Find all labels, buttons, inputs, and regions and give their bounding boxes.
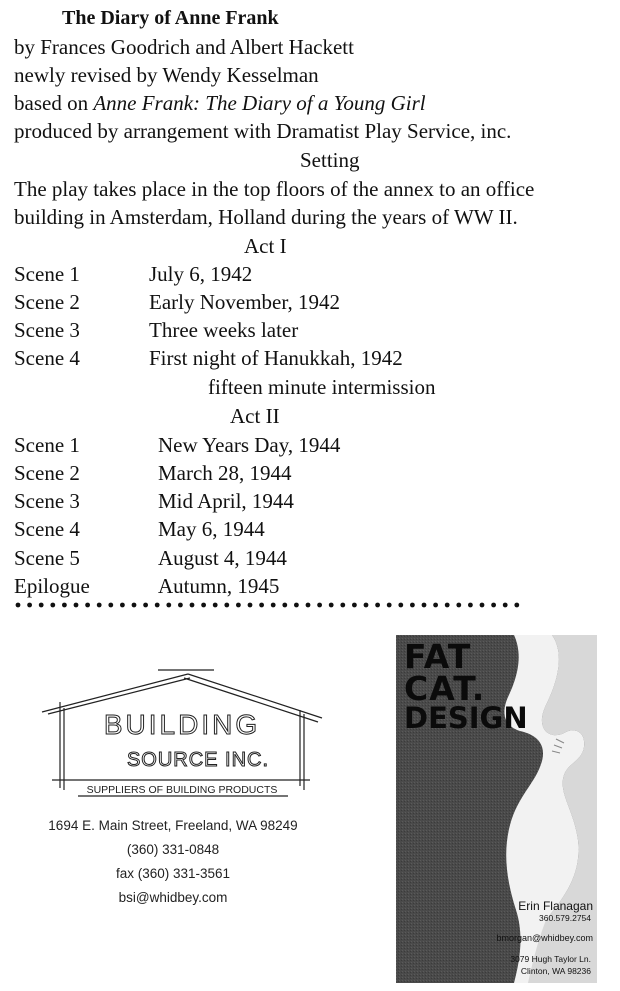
- divider-dot: [445, 603, 450, 608]
- divider-dot: [27, 603, 32, 608]
- divider-dot: [16, 603, 21, 608]
- divider-dot: [480, 603, 485, 608]
- divider-dot: [259, 603, 264, 608]
- fatcat-email: bmorgan@whidbey.com: [496, 933, 593, 943]
- divider-dot: [50, 603, 55, 608]
- scene-time: New Years Day, 1944: [158, 433, 341, 457]
- scene-time: Three weeks later: [149, 318, 299, 342]
- divider-dot: [271, 603, 276, 608]
- divider-dot: [329, 603, 334, 608]
- divider-dot: [62, 603, 67, 608]
- divider-dot: [306, 603, 311, 608]
- scene-time: July 6, 1942: [149, 262, 253, 286]
- divider-dot: [456, 603, 461, 608]
- divider-dot: [236, 603, 241, 608]
- setting-line-2: building in Amsterdam, Holland during the years of WW II.: [14, 205, 518, 229]
- scene-time: March 28, 1944: [158, 461, 292, 485]
- divider-dot: [178, 603, 183, 608]
- scene-label: Scene 2: [14, 461, 80, 485]
- divider-dot: [364, 603, 369, 608]
- fatcat-ad: [396, 635, 597, 983]
- setting-line-1: The play takes place in the top floors of the annex to an office: [14, 177, 535, 201]
- divider-dot: [398, 603, 403, 608]
- building-fax: fax (360) 331-3561: [115, 866, 231, 881]
- fatcat-address-2: Clinton, WA 98236: [520, 966, 591, 976]
- revised-line: newly revised by Wendy Kesselman: [14, 63, 319, 87]
- divider-dot: [294, 603, 299, 608]
- divider-dot: [468, 603, 473, 608]
- fatcat-contact-phone: 360.579.2754: [539, 913, 591, 923]
- divider-dot: [410, 603, 415, 608]
- authors-line: by Frances Goodrich and Albert Hackett: [14, 35, 354, 59]
- dotted-divider: [14, 598, 524, 612]
- scene-time: Autumn, 1945: [158, 574, 280, 598]
- building-phone: (360) 331-0848: [126, 842, 220, 857]
- divider-dot: [85, 603, 90, 608]
- act2-scene-row: [14, 574, 280, 598]
- divider-dot: [143, 603, 148, 608]
- scene-time: Early November, 1942: [149, 290, 341, 314]
- divider-dot: [224, 603, 229, 608]
- act2-heading: Act II: [230, 404, 280, 428]
- divider-dot: [433, 603, 438, 608]
- scene-label: Scene 4: [14, 517, 80, 541]
- scene-label: Scene 5: [14, 546, 80, 570]
- act2-scene-row: [14, 461, 292, 485]
- act1-scene-row: [14, 346, 403, 370]
- divider-dot: [166, 603, 171, 608]
- intermission-note: fifteen minute intermission: [208, 375, 436, 399]
- act1-scene-row: [14, 318, 299, 342]
- fatcat-contact-name: Erin Flanagan: [518, 899, 593, 913]
- scene-time: May 6, 1944: [158, 517, 265, 541]
- divider-dot: [375, 603, 380, 608]
- setting-heading: Setting: [300, 148, 360, 172]
- scene-label: Scene 3: [14, 318, 80, 342]
- scene-time: First night of Hanukkah, 1942: [149, 346, 403, 370]
- fatcat-word-fat: FAT: [404, 637, 472, 676]
- divider-dot: [201, 603, 206, 608]
- divider-dot: [503, 603, 508, 608]
- divider-dot: [340, 603, 345, 608]
- based-on-book: Anne Frank: The Diary of a Young Girl: [93, 91, 426, 115]
- scene-label: Scene 2: [14, 290, 80, 314]
- divider-dot: [74, 603, 79, 608]
- building-address: 1694 E. Main Street, Freeland, WA 98249: [48, 818, 298, 833]
- divider-dot: [120, 603, 125, 608]
- produced-line: produced by arrangement with Dramatist Play Service, inc.: [14, 119, 512, 143]
- divider-dot: [282, 603, 287, 608]
- act1-heading: Act I: [244, 234, 287, 258]
- act2-scene-row: [14, 489, 294, 513]
- building-email: bsi@whidbey.com: [118, 890, 228, 905]
- scene-time: Mid April, 1944: [158, 489, 294, 513]
- program-title: The Diary of Anne Frank: [62, 7, 279, 29]
- divider-dot: [514, 603, 519, 608]
- based-on-line: [14, 91, 426, 115]
- scene-label: Scene 1: [14, 262, 80, 286]
- divider-dot: [352, 603, 357, 608]
- divider-dot: [491, 603, 496, 608]
- scene-label: Epilogue: [14, 574, 90, 598]
- divider-dot: [387, 603, 392, 608]
- fatcat-word-design: DESIGN: [404, 701, 528, 735]
- act1-scene-row: [14, 262, 253, 286]
- divider-dot: [248, 603, 253, 608]
- divider-dot: [190, 603, 195, 608]
- scene-label: Scene 1: [14, 433, 80, 457]
- divider-dot: [132, 603, 137, 608]
- building-source-logo: [38, 668, 328, 804]
- fatcat-address-1: 3079 Hugh Taylor Ln.: [510, 954, 591, 964]
- scene-time: August 4, 1944: [158, 546, 287, 570]
- logo-tagline: SUPPLIERS OF BUILDING PRODUCTS: [86, 784, 278, 796]
- divider-dot: [108, 603, 113, 608]
- act2-scene-row: [14, 433, 341, 457]
- act1-scene-row: [14, 290, 341, 314]
- divider-dot: [39, 603, 44, 608]
- fatcat-word-cat: CAT.: [404, 669, 486, 708]
- logo-word-source: SOURCE INC.: [126, 749, 270, 771]
- divider-dot: [213, 603, 218, 608]
- divider-dot: [155, 603, 160, 608]
- divider-dot: [97, 603, 102, 608]
- divider-dot: [422, 603, 427, 608]
- scene-label: Scene 3: [14, 489, 80, 513]
- divider-dot: [317, 603, 322, 608]
- based-on-prefix: based on: [14, 91, 94, 115]
- act2-scene-row: [14, 517, 265, 541]
- scene-label: Scene 4: [14, 346, 80, 370]
- logo-word-building: BUILDING: [103, 709, 261, 740]
- act2-scene-row: [14, 546, 287, 570]
